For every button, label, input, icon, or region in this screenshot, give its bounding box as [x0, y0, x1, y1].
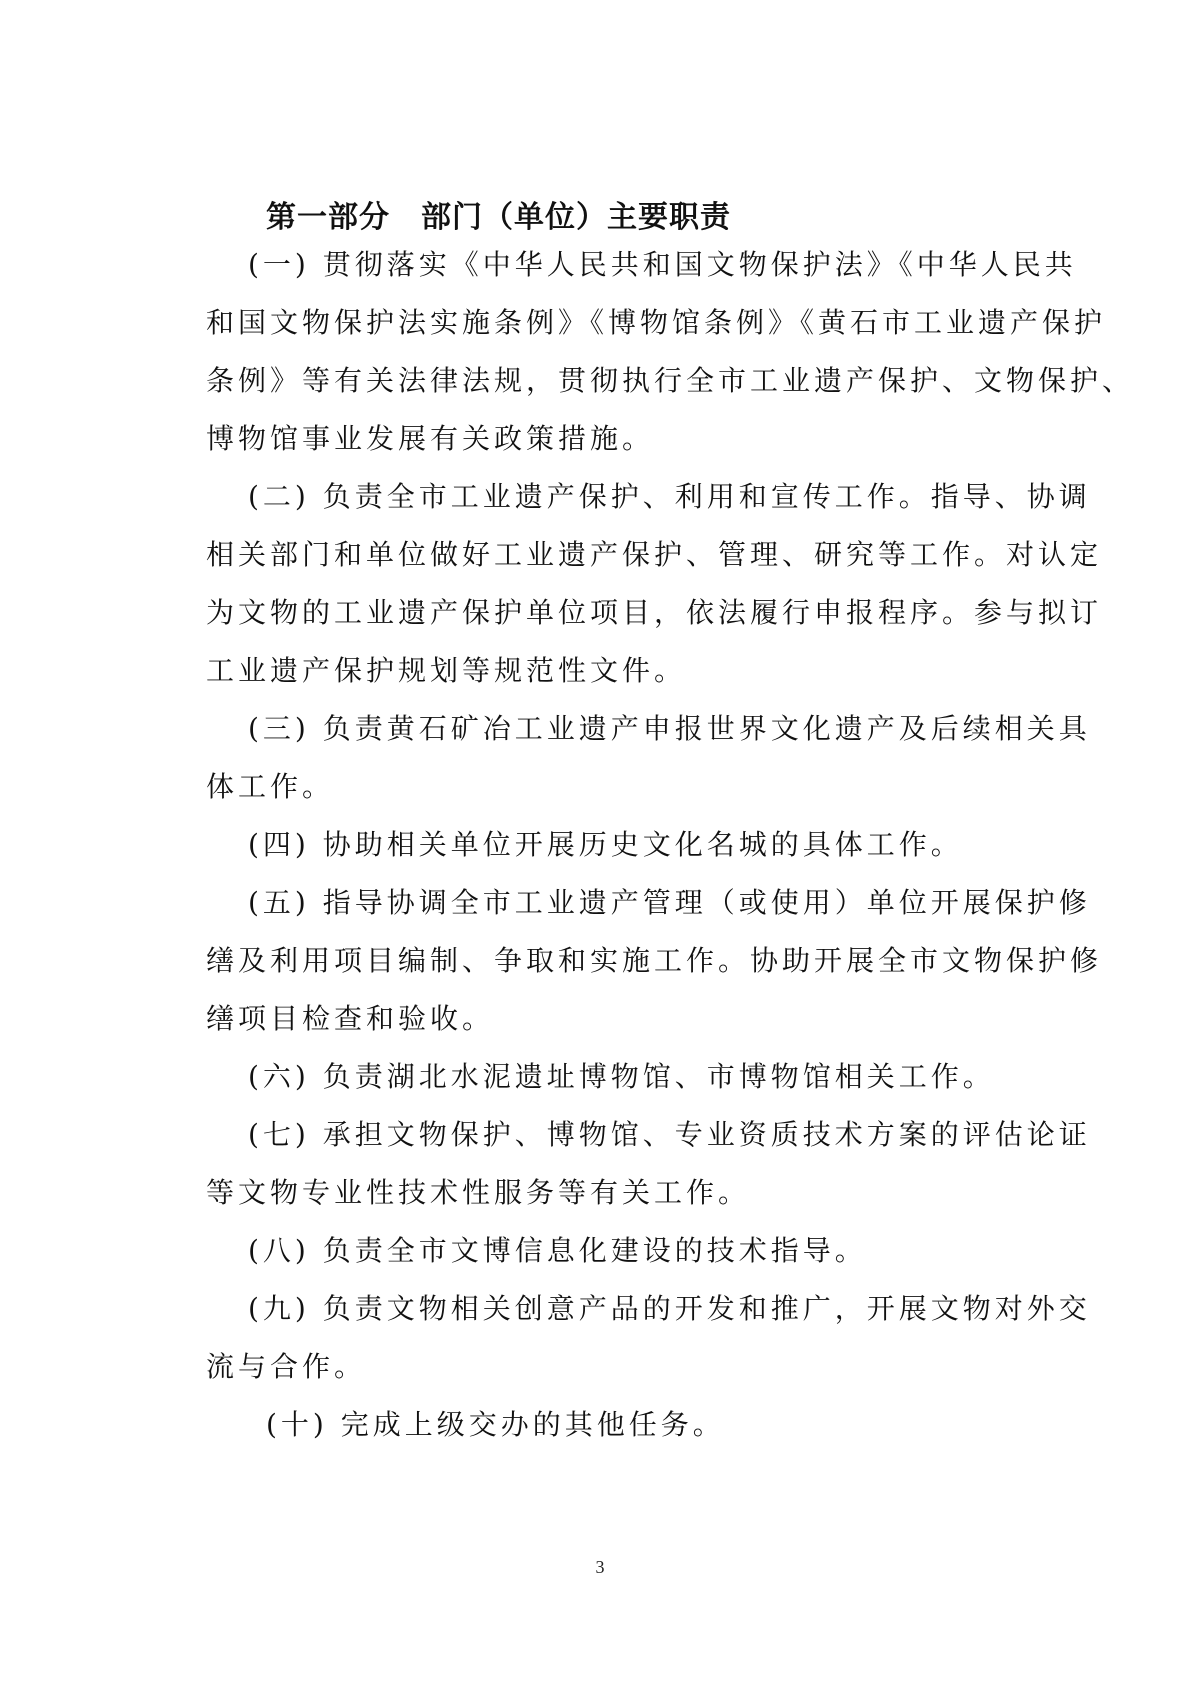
text-line: 工业遗产保护规划等规范性文件。 [206, 654, 687, 687]
text-line: 条例》等有关法律法规，贯彻执行全市工业遗产保护、文物保护、 [206, 364, 1135, 397]
text-line: (八) 负责全市文博信息化建设的技术指导。 [248, 1234, 867, 1267]
responsibilities-body [206, 236, 1135, 1454]
text-line: 等文物专业性技术性服务等有关工作。 [206, 1176, 751, 1209]
text-line: 博物馆事业发展有关政策措施。 [206, 422, 655, 455]
text-line: (九) 负责文物相关创意产品的开发和推广，开展文物对外交 [248, 1292, 1091, 1325]
text-line: 相关部门和单位做好工业遗产保护、管理、研究等工作。对认定 [206, 538, 1103, 571]
text-line: 缮项目检查和验收。 [206, 1002, 495, 1035]
section-heading: 第一部分 部门（单位）主要职责 [266, 200, 731, 235]
responsibility-item-4 [206, 816, 996, 874]
text-line: 为文物的工业遗产保护单位项目，依法履行申报程序。参与拟订 [206, 596, 1103, 629]
responsibility-item-5 [206, 874, 1103, 1048]
responsibility-item-3 [206, 700, 1091, 816]
text-line: 体工作。 [206, 770, 335, 803]
text-line: 缮及利用项目编制、争取和实施工作。协助开展全市文物保护修 [206, 944, 1103, 977]
text-line: (二) 负责全市工业遗产保护、利用和宣传工作。指导、协调 [248, 480, 1091, 513]
responsibility-item-2 [206, 468, 1103, 700]
text-line: (一) 贯彻落实《中华人民共和国文物保护法》《中华人民共 [248, 248, 1077, 281]
text-line: (六) 负责湖北水泥遗址博物馆、市博物馆相关工作。 [248, 1060, 995, 1093]
responsibility-item-6 [206, 1048, 996, 1106]
responsibility-item-8 [206, 1222, 996, 1280]
responsibility-item-1 [206, 236, 1135, 468]
text-line: (十) 完成上级交办的其他任务。 [266, 1408, 725, 1441]
text-line: (七) 承担文物保护、博物馆、专业资质技术方案的评估论证 [248, 1118, 1091, 1151]
text-line: (四) 协助相关单位开展历史文化名城的具体工作。 [248, 828, 963, 861]
text-line: 流与合作。 [206, 1350, 367, 1383]
text-line: (三) 负责黄石矿冶工业遗产申报世界文化遗产及后续相关具 [248, 712, 1091, 745]
responsibility-item-7 [206, 1106, 1091, 1222]
responsibility-item-9 [206, 1280, 1091, 1396]
responsibility-item-10 [206, 1396, 996, 1454]
text-line: (五) 指导协调全市工业遗产管理（或使用）单位开展保护修 [248, 886, 1091, 919]
text-line: 和国文物保护法实施条例》《博物馆条例》《黄石市工业遗产保护 [206, 306, 1107, 339]
page-number: 3 [595, 1557, 605, 1577]
